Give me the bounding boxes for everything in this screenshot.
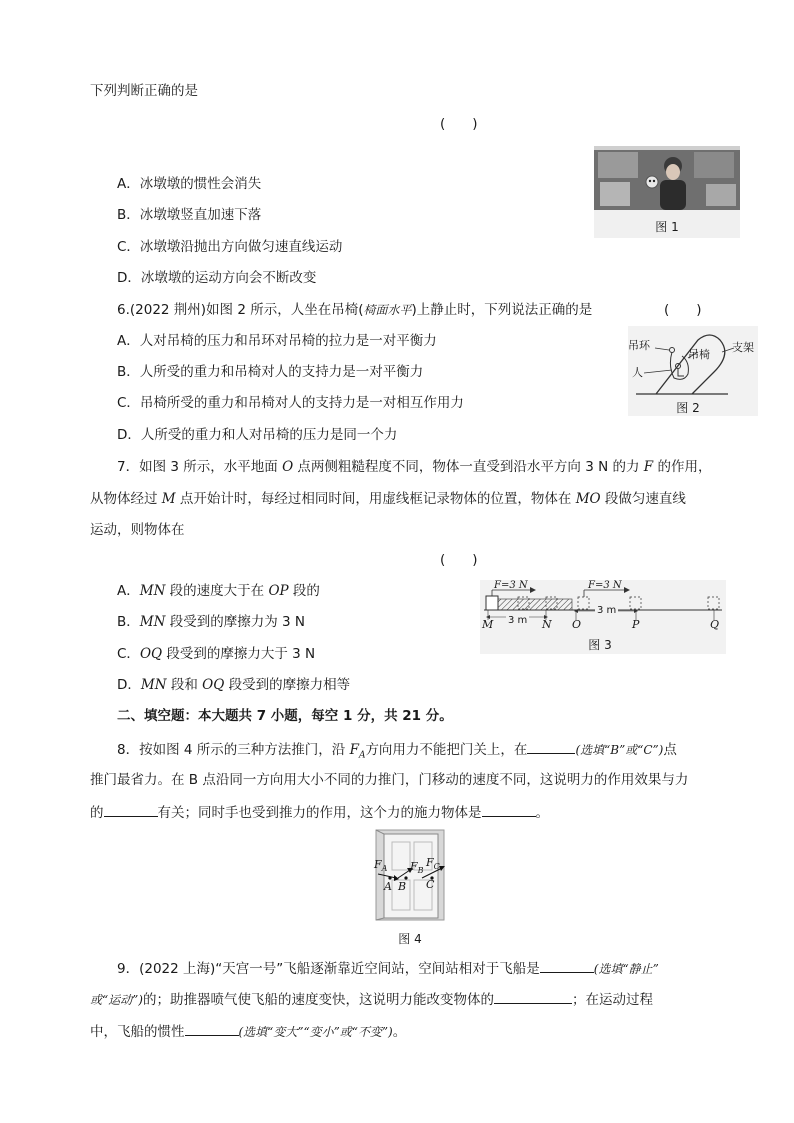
distance-label-left: 3 m (506, 612, 529, 630)
q9-blank-3[interactable] (185, 1021, 239, 1036)
point-A: A (384, 880, 392, 893)
q6-option-a: A．人对吊椅的压力和吊环对吊椅的拉力是一对平衡力 (117, 333, 437, 349)
force-label-FA: $F_A$ (374, 858, 388, 874)
dashed-box-4 (630, 597, 641, 609)
q7-stem-line2: 从物体经过 M 点开始计时，每经过相同时间，用虚线框记录物体的位置，物体在 MO 段做匀速直线 (90, 491, 686, 507)
ring-icon (670, 348, 675, 353)
block (486, 596, 498, 610)
label-stand: 支架 (732, 341, 754, 354)
figure-1-photo (594, 146, 740, 210)
figure-3 (480, 580, 726, 654)
q7-option-a: A．MN 段的速度大于在 OP 段的 (117, 583, 320, 599)
force-label-FB: $F_B$ (410, 860, 424, 876)
point-M: M (482, 618, 494, 631)
section-2-heading: 二、填空题：本大题共 7 小题，每空 1 分，共 21 分。 (117, 708, 453, 724)
dashed-box-3 (578, 597, 589, 609)
distance-label-right: 3 m (595, 602, 618, 620)
label-chair: 吊椅 (688, 348, 710, 361)
q7-answer-paren: ( ) (440, 552, 478, 568)
figure-1-caption: 图 1 (655, 220, 679, 234)
q9-blank-2[interactable] (494, 989, 572, 1004)
q6-stem: 6.(2022 荆州)如图 2 所示，人坐在吊椅(椅面水平)上静止时，下列说法正确的是 (117, 302, 593, 318)
q7-stem-line3: 运动，则物体在 (90, 522, 185, 538)
q6-answer-paren: ( ) (664, 302, 702, 318)
q7-stem-line1: 7．如图 3 所示，水平地面 O 点两侧粗糙程度不同，物体一直受到沿水平方向 3 N 的力 F 的作用， (117, 459, 712, 475)
q8-stem-line1: 8．按如图 4 所示的三种方法推门，沿 $F_A$方向用力不能把门关上，在 (选填“B”或“C”)点 (117, 739, 677, 765)
q8-blank-1[interactable] (527, 739, 575, 754)
figure-4-caption: 图 4 (398, 932, 422, 946)
dashed-box-5 (708, 597, 719, 609)
q7-option-c: C．OQ 段受到的摩擦力大于 3 N (117, 646, 316, 662)
figure-3-caption: 图 3 (588, 638, 612, 652)
point-O: O (572, 618, 582, 631)
q8-blank-2[interactable] (104, 802, 158, 817)
q5-option-b: B．冰墩墩竖直加速下落 (117, 207, 262, 223)
q5-answer-paren: ( ) (440, 116, 478, 132)
point-N: N (542, 618, 552, 631)
label-ring: 吊环 (628, 339, 650, 352)
q7-option-b: B．MN 段受到的摩擦力为 3 N (117, 614, 305, 630)
q6-option-d: D．人所受的重力和人对吊椅的压力是同一个力 (117, 427, 398, 443)
q9-blank-1[interactable] (540, 958, 594, 973)
q6-option-b: B．人所受的重力和吊椅对人的支持力是一对平衡力 (117, 364, 424, 380)
force-label-FC: $F_C$ (426, 856, 440, 872)
figure-2-caption: 图 2 (676, 401, 700, 415)
point-Q: Q (710, 618, 720, 631)
label-person: 人 (632, 366, 643, 379)
q8-blank-3[interactable] (482, 802, 536, 817)
force-label-right: F=3 N (588, 580, 622, 591)
rough-surface (492, 599, 572, 610)
point-B: B (398, 880, 407, 893)
q7-option-d: D．MN 段和 OQ 段受到的摩擦力相等 (117, 677, 351, 693)
figure-2 (628, 326, 758, 416)
q5-option-c: C．冰墩墩沿抛出方向做匀速直线运动 (117, 239, 343, 255)
q9-stem-line3: 中，飞船的惯性 (选填“变大”“变小”或“不变”)。 (90, 1021, 406, 1041)
q9-stem-line1: 9．(2022 上海)“天宫一号”飞船逐渐靠近空间站，空间站相对于飞船是 (选填“静止” (117, 958, 659, 978)
q5-stem: 下列判断正确的是 (90, 83, 198, 99)
q5-option-a: A．冰墩墩的惯性会消失 (117, 176, 262, 192)
force-label-left: F=3 N (494, 580, 528, 591)
q5-option-d: D．冰墩墩的运动方向会不断改变 (117, 270, 317, 286)
point-C: C (426, 878, 435, 891)
figure-4 (370, 828, 450, 948)
figure-1 (594, 146, 740, 238)
q6-option-c: C．吊椅所受的重力和吊椅对人的支持力是一对相互作用力 (117, 395, 464, 411)
q8-stem-line2: 推门最省力。在 B 点沿同一方向用大小不同的力推门，门移动的速度不同，这说明力的作用效果与力 (90, 772, 689, 788)
q9-stem-line2: 或“运动”)的；助推器喷气使飞船的速度变快，这说明力能改变物体的 ；在运动过程 (90, 989, 653, 1009)
q8-stem-line3: 的 有关；同时手也受到推力的作用，这个力的施力物体是 。 (90, 802, 549, 822)
point-P: P (632, 618, 640, 631)
